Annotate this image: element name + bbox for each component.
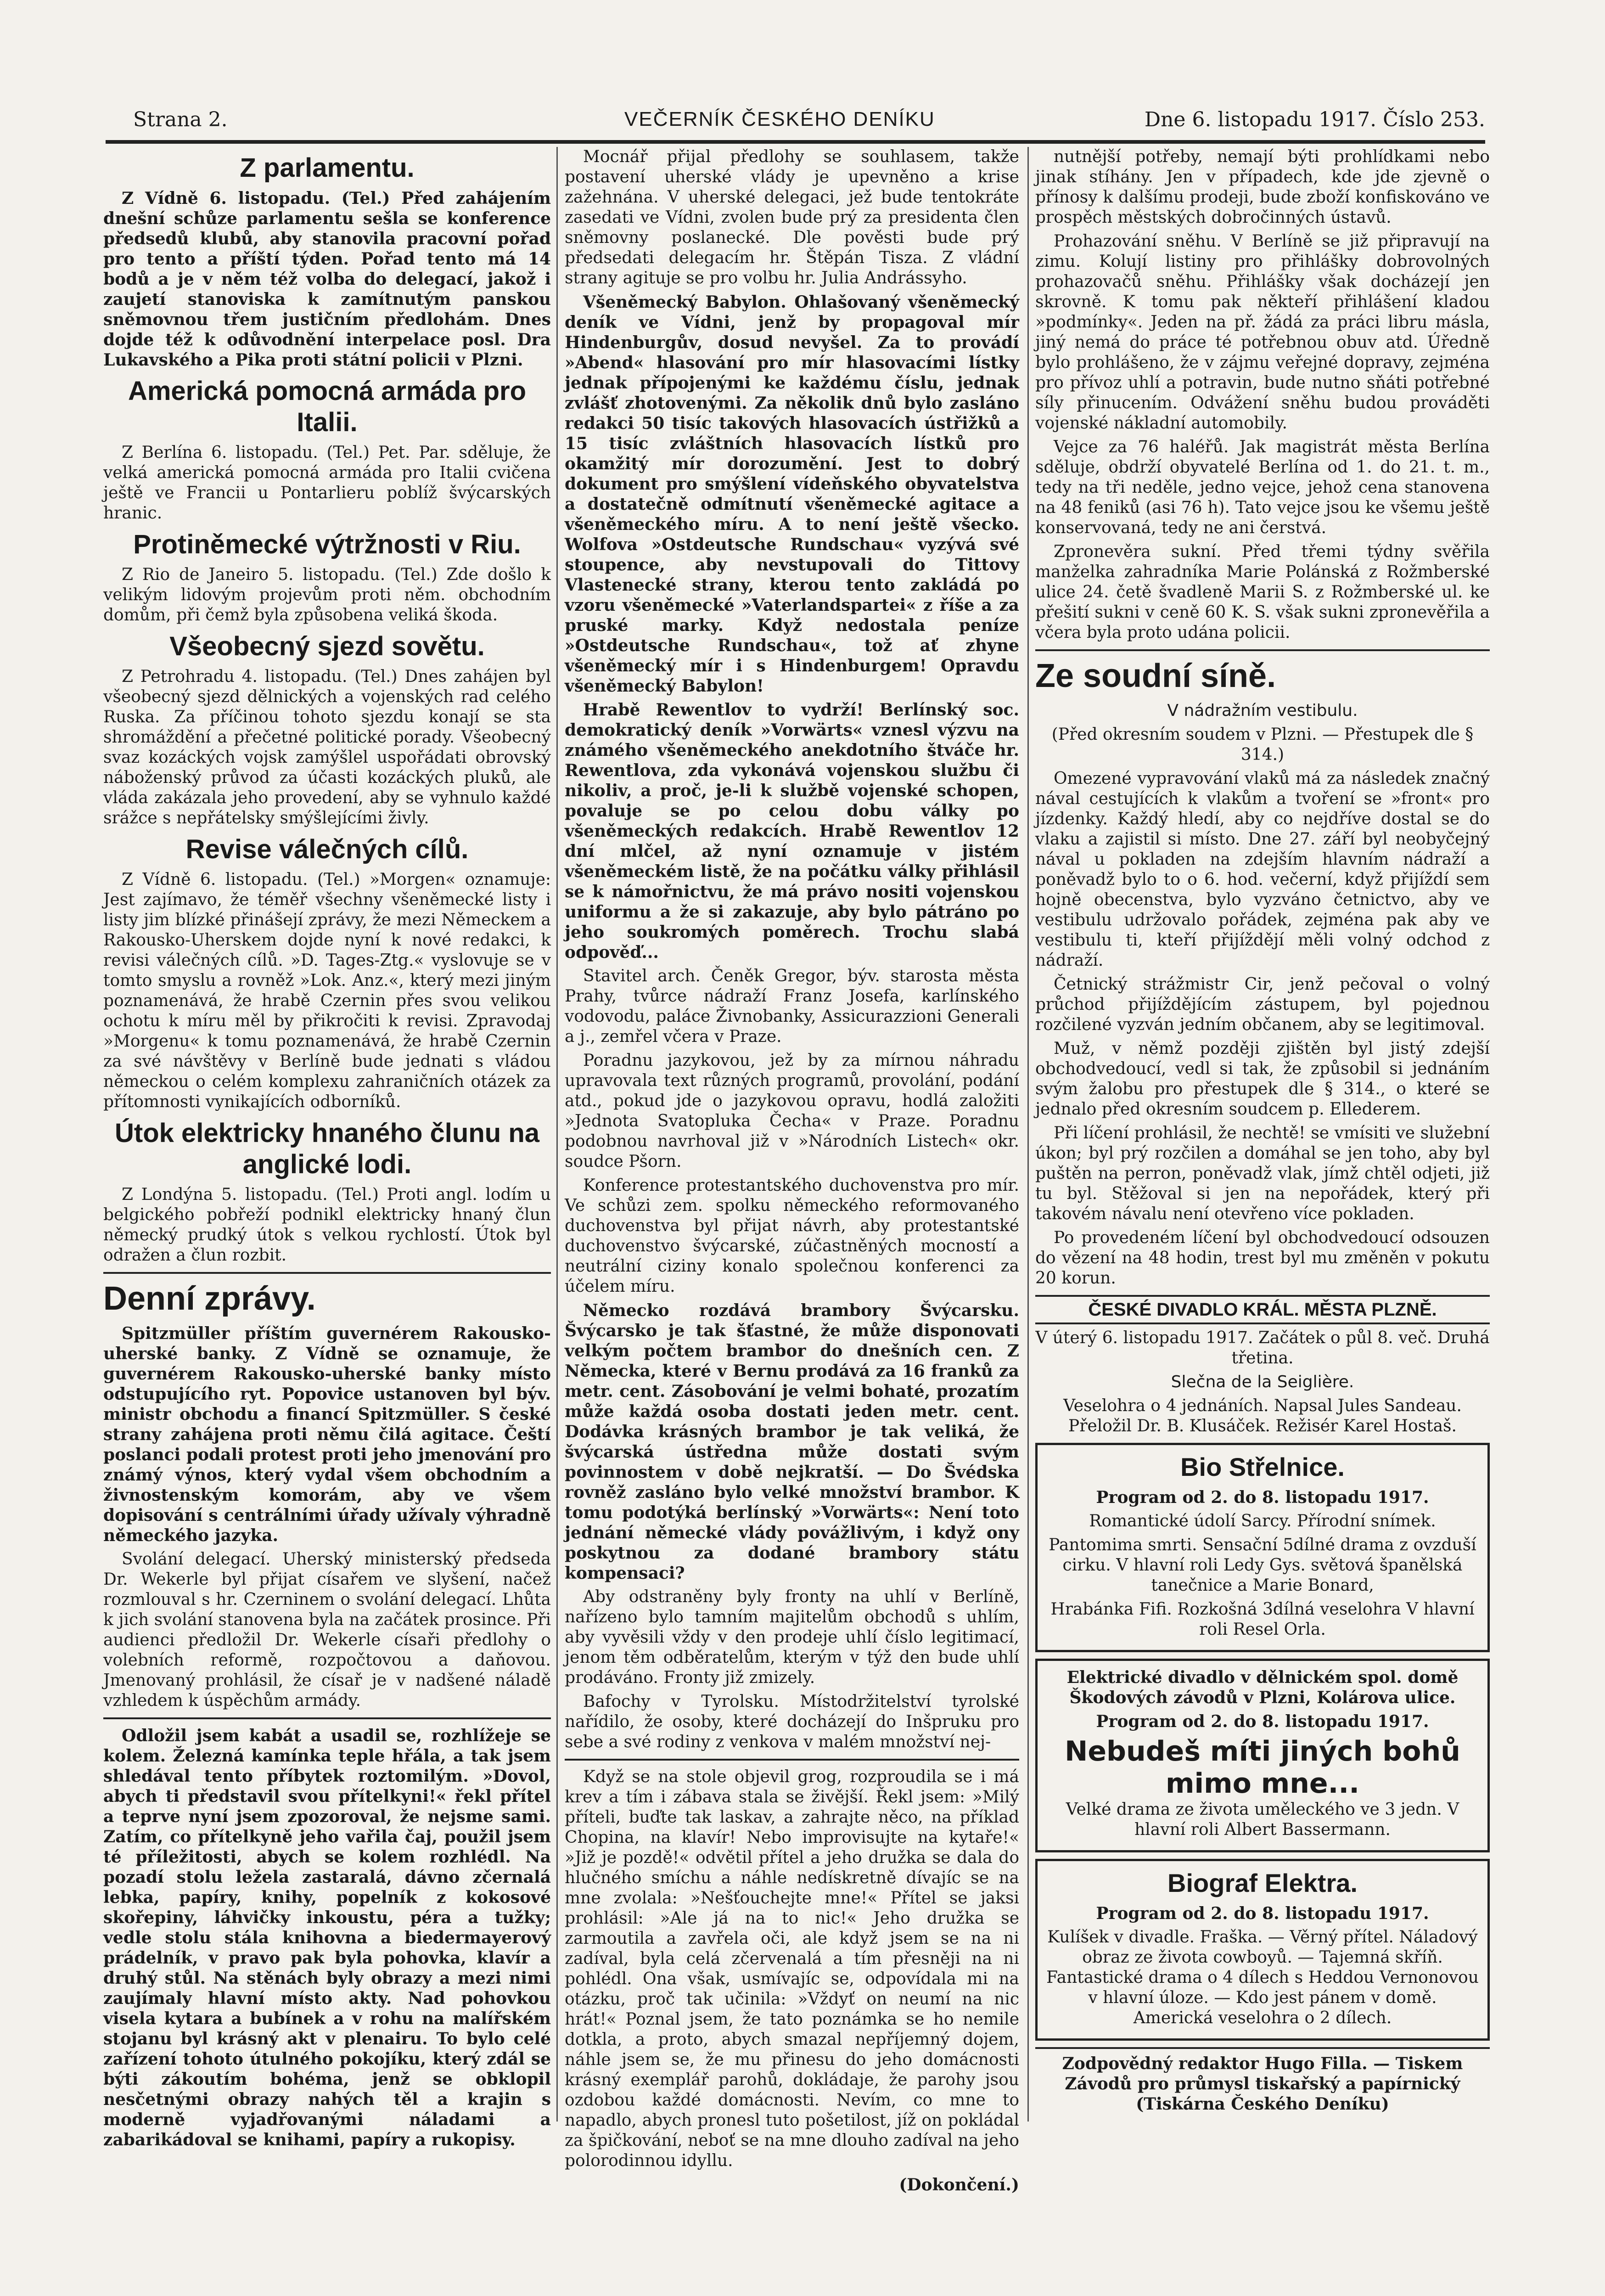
article: Aby odstraněny byly fronty na uhlí v Berlíně, nařízeno bylo tamním majitelům obchodů s uhlím, aby vyvěsili vždy v den prodeje uhlí číslo legitimací, jenom těm odběratelům, kterým v týž den bude uhlí prodáváno. Fronty již zmizely. — [565, 1587, 1019, 1687]
theatre-info: V úterý 6. listopadu 1917. Začátek o půl 8. več. Druhá třetina. — [1035, 1328, 1490, 1367]
article: Muž, v němž později zjištěn byl jistý zdejší obchodvedoucí, vedl si tak, že způsobil si jednáním svým žalobu pro přestupek dle § 314., o které se jednalo před okresním soudcem p. Ellederem. — [1035, 1039, 1490, 1119]
ad-line: Romantické údolí Sarcy. Přírodní snímek. — [1089, 1512, 1436, 1531]
section-title: Ze soudní síně. — [1035, 658, 1276, 694]
article: Vejce za 76 haléřů. Jak magistrát města Berlína sděluje, obdrží obyvatelé Berlína od 1. do 21. t. m., tedy na tři neděle, jedno vejce, jehož cena stanovena na 48 feniků (asi 76 h). Tato vejce jsou ke všemu ještě konservovaná, tedy ne ani čerstvá. — [1035, 438, 1490, 537]
header-rule — [106, 140, 1485, 144]
headline: Z parlamentu. — [240, 153, 415, 183]
headline: Protiněmecké výtržnosti v Riu. — [133, 529, 521, 559]
ad-feature: Nebudeš míti jiných bohů mimo mne... — [1065, 1735, 1460, 1800]
ad-line: Velké drama ze života uměleckého ve 3 jedn. V hlavní roli Albert Bassermann. — [1066, 1800, 1459, 1839]
page-header — [133, 108, 1485, 140]
article: Bafochy v Tyrolsku. Místodržitelství tyrolské nařídilo, že osoby, které docházejí do Inšpruku pro sebe a své rodiny z venkova v malém množství nej- — [565, 1692, 1019, 1751]
feuilleton: Odložil jsem kabát a usadil se, rozhlížeje se kolem. Železná kamínka teple hřála, a tak jsem shledával tento příbytek roztomilým. »Dovol, abych ti představil svou přítelkyni!« řekl přítel a teprve nyní jsem zpozoroval, že nejsme sami. Zatím, co přítelkyně jeho vařila čaj, použil jsem té příležitosti, abych se kolem rozhlédl. Na pozadí stolu ležela zastaralá, dávno zčernalá lebka, papíry, knihy, popelník z kokosové skořepiny, láhvičky inkoustu, péra a tužky; vedle stolu stála knihovna a biedermayerový prádelník, v pravo pak byla pohovka, klavír a druhý stůl. Na stěnách byly obrazy a mezi nimi zaujímaly hlavní místo akty. Nad pohovkou visela kytara a bubínek a v rohu na malířském stojanu byl krásný akt v plenairu. To bylo celé zařízení tohoto útulného pokojíku, který zdál se býti zákoutím bohéma, jenž se obklopil nesčetnými obrazy nahých těl a krajin s moderně vyjadřovanými náladami a zabarikádoval se knihami, papíry a rukopisy. — [103, 1726, 551, 2150]
subtitle: (Před okresním soudem v Plzni. — Přestupek dle § 314.) — [1051, 725, 1474, 764]
article: Z Rio de Janeiro 5. listopadu. (Tel.) Zde došlo k velikým lidovým projevům proti něm. obchodním domům, při čemž byla způsobena veliká škoda. — [103, 565, 551, 625]
article: Z Petrohradu 4. listopadu. (Tel.) Dnes zahájen byl všeobecný sjezd dělnických a vojenských rad celého Ruska. Za příčinou tohoto sjezdu konají se sta shromáždění a přečetné politické porady. Všeobecný svaz kozáckých vojsk zamýšlel uspořádati obrovský náboženský průvod za účasti kozáckých pluků, ale vláda zakázala jeho provedení, aby se vyhnulo každé srážce s nepřátelsky smýšlejícími živly. — [103, 667, 551, 827]
article: Poradnu jazykovou, jež by za mírnou náhradu upravovala text různých programů, provolání, podání atd., pokud jde o jazykovou opravu, hodlá založiti »Jednota Svatopluka Čecha« v Praze. Poradnu podobnou navrhoval již v »Národních Listech« okr. soudce Pšorn. — [565, 1051, 1019, 1171]
ad-title: Elektrické divadlo v dělnickém spol. domě Škodových závodů v Plzni, Kolárova ulice. — [1066, 1668, 1459, 1707]
ad-line: Pantomima smrti. Sensační 5dílné drama z ovzduší cirku. V hlavní roli Ledy Gys. světová španělská tanečnice a Marie Bonard, — [1049, 1536, 1476, 1595]
imprint: Zodpovědný redaktor Hugo Filla. — Tiskem Závodů pro průmysl tiskařský a papírnický (Tiskárna Českého Deníku) — [1035, 2047, 1490, 2114]
divider — [103, 1717, 551, 1719]
ad-program: Program od 2. do 8. listopadu 1917. — [1096, 1488, 1429, 1507]
article: Všeněmecký Babylon. Ohlašovaný všeněmecký deník ve Vídni, jenž by propagoval mír Hindenburgův, dosud nevyšel. Za to provádí »Abend« hlasování pro mír hlasovacími lístky jednak přípojenými ke každému číslu, jednak zvlášť zhotovenými. Za několik dnů bylo zasláno redakci 50 tisíc takových hlasovacích ústřižků a 15 tisíc zvláštních hlasovacích lístků pro okamžitý mír dorozumění. Jest to dobrý dokument pro smýšlení vídeňského obyvatelstva a dostatečně odmítnutí všeněmecké agitace a všeněmeckého míru. A to není ještě všecko. Wolfova »Ostdeutsche Rundschau« vyzývá své stoupence, aby nevstupovali do Tittovy Vlastenecké strany, kterou tento zakládá po vzoru všeněmecké »Vaterlandspartei« z říše a za pruské marky. Když nedostala peníze »Ostdeutsche Rundschau«, tož ať zhyne všeněmecký mír i s Hindenburgem! Opravdu všeněmecký Babylon! — [565, 293, 1019, 696]
article: Zpronevěra sukní. Před třemi týdny svěřila manželka zahradníka Marie Polánská z Rožmberské ulice 24. četě švadleně Marii S. z Rožmberské ul. ke přešití sukni v ceně 60 K. S. však sukni zpronevěřila a včera byla proto udána policii. — [1035, 542, 1490, 642]
article: Z Berlína 6. listopadu. (Tel.) Pet. Par. sděluje, že velká americká pomocná armáda pro Italii cvičena ještě ve Francii u Pontarlieru poblíž švýcarských hranic. — [103, 443, 551, 523]
column-1 — [103, 147, 551, 2154]
article: Při líčení prohlásil, že nechtě! se vmísiti ve služební úkon; byl prý rozčilen a domáhal se jen toho, aby byl puštěn na perron, poněvadž vlak, jímž chtěl odjeti, již tu byl. Stěžoval si jen na nepořádek, který při takovém návalu není otevřeno více pokladen. — [1035, 1124, 1490, 1223]
divider — [565, 1759, 1019, 1761]
subheadline: V nádražním vestibulu. — [1167, 701, 1358, 720]
article: Po provedeném líčení byl obchodvedoucí odsouzen do vězení na 48 hodin, trest byl mu změněn v pokutu 20 korun. — [1035, 1228, 1490, 1288]
article: Z Londýna 5. listopadu. (Tel.) Proti angl. lodím u belgického pobřeží podnikl elektricky hnaný člun německý prudký útok s velkou rychlostí. Útok byl odražen a člun rozbit. — [103, 1185, 551, 1265]
theatre-header: ČESKÉ DIVADLO KRÁL. MĚSTA PLZNĚ. — [1035, 1295, 1490, 1324]
theatre-info: Veselohra o 4 jednáních. Napsal Jules Sandeau. Přeložil Dr. B. Klusáček. Režisér Karel Hostaš. — [1063, 1396, 1462, 1435]
ad-biograf-elektra — [1035, 1859, 1490, 2041]
article: nutnější potřeby, nemají býti prohlídkami nebo jinak stíhány. Jen v případech, kde jde zjevně o přínosy k dalšímu prodeji, bude zboží konfiskováno ve prospěch městských dobročinných ústavů. — [1035, 147, 1490, 227]
divider — [103, 1272, 551, 1274]
column-divider — [556, 147, 558, 2122]
headline: Revise válečných cílů. — [185, 834, 469, 864]
column-divider — [1027, 147, 1029, 2122]
article: Z Vídně 6. listopadu. (Tel.) Před zahájením dnešní schůze parlamentu sešla se konference předsedů klubů, aby stanovila pracovní pořad pro tento a příští týden. Pořad tento má 14 bodů a je v něm též volba do delegací, jakož i zaujetí stanoviska k zamítnutým panskou sněmovnou třem justičním předlohám. Dnes dojde též k odůvodnění interpelace posl. Dra Lukavského a Pika proti státní policii v Plzni. — [103, 189, 551, 370]
section-title: Denní zprávy. — [103, 1280, 316, 1317]
ad-line: Kulíšek v divadle. Fraška. — Věrný přítel. Náladový obraz ze života cowboyů. — Tajemná skříň. Fantastické drama o 4 dílech s Heddou Vernonovou v hlavní úloze. — Kdo jest pánem v domě. Americká veselohra o 2 dílech. — [1046, 1928, 1479, 2027]
article: Omezené vypravování vlaků má za následek značný nával cestujících k vlakům a tvoření se »front« pro jízdenky. Každý hledí, aby co nejdříve dostal se do vlaku a zajistil si místo. Dne 27. září byl neobyčejný nával u pokladen na zdejším hlavním nádraží a poněvadž bylo to o 6. hod. večerní, když přijíždí sem hojně obecenstva, bylo vyzváno četnictvo, aby ve vestibulu udržovalo pořádek, zejména pak aby ve vestibulu ti, kteří přijíždějí měli volný odchod z nádraží. — [1035, 769, 1490, 970]
ad-elektricke-divadlo — [1035, 1659, 1490, 1852]
page-number: Strana 2. — [133, 108, 228, 131]
article: Konference protestantského duchovenstva pro mír. Ve schůzi zem. spolku německého reformovaného duchovenstva byl přijat návrh, aby protestantské duchovenstvo švýcarské, zúčastněných mocností a neutrální ciziny konalo společnou konferenci za účelem míru. — [565, 1176, 1019, 1296]
article: Prohazování sněhu. V Berlíně se již připravují na zimu. Kolují listiny pro přihlášky dobrovolných prohazovačů sněhu. Přihlášky však docházejí jen skrovně. K tomu pak někteří přihlášení kladou »podmínky«. Jeden na př. žádá za práci libru másla, jiný nemá do práce té potřebnou obuv atd. Úředně bylo prohlášeno, že v zájmu veřejné dopravy, zejména pro přívoz uhlí a potravin, bude nutno sňáti potřebné síly přinucením. Odvážení sněhu budou prováděti vojenské nákladní automobily. — [1035, 232, 1490, 433]
divider — [1035, 649, 1490, 651]
issue-date: Dne 6. listopadu 1917. Číslo 253. — [1144, 108, 1485, 131]
headline: Všeobecný sjezd sovětu. — [169, 631, 485, 661]
article: Mocnář přijal předlohy se souhlasem, takže postavení uherské vlády je upevněno a krise zažehnána. V uherské delegaci, jež bude tentokráte zasedati ve Vídni, zvolen bude prý za presidenta člen sněmovny poslanecké. Dle pověsti bude prý předsedati delegacím hr. Štěpán Tisza. Z vládní strany agituje se pro volbu hr. Julia Andrássyho. — [565, 147, 1019, 287]
ad-bio-strelnice — [1035, 1443, 1490, 1652]
article: Četnický strážmistr Cir, jenž pečoval o volný průchod přijíždějícím zástupem, byl pojednou rozčilené vyzván jedním občanem, aby se legitimoval. — [1035, 975, 1490, 1034]
ad-title: Biograf Elektra. — [1167, 1868, 1358, 1897]
headline: Útok elektricky hnaného člunu na anglické lodi. — [115, 1118, 539, 1179]
article: Svolání delegací. Uherský ministerský předseda Dr. Wekerle byl přijat císařem ve slyšení, načež rozmlouval s hr. Czerninem o svolání delegací. Lhůta k jich svolání stanovena byla na začátek prosince. Při audienci předložil Dr. Wekerle císaři předlohy o volebních reformě, rozpočtovou a daňovou. Jmenovaný prohlásil, že císař je v nadšené náladě vzhledem k úspěchům armády. — [103, 1550, 551, 1710]
ad-line: Hrabánka Fifi. Rozkošná 3dílná veselohra V hlavní roli Resel Orla. — [1050, 1600, 1475, 1639]
column-2 — [565, 147, 1019, 2195]
article: Hrabě Rewentlov to vydrží! Berlínský soc. demokratický deník »Vorwärts« vznesl výzvu na známého všeněmeckého anekdotního štváče hr. Rewentlova, zda vykonává vojenskou službu či nikoliv, a proč, je-li k službě vojenské schopen, povaluje se po celou dobu války po všeněmeckých redakcích. Hrabě Rewentlov 12 dní mlčel, až nyní oznamuje v jistém všeněmeckém listě, že na počátku války přihlásil se k námořnictvu, že má právo nositi vojenskou uniformu a že si zakazuje, aby bylo pátráno po jeho soukromých poměrech. Trochu slabá odpověď... — [565, 700, 1019, 962]
continuation-note: (Dokončení.) — [899, 2175, 1019, 2195]
theatre-play-title: Slečna de la Seiglière. — [1171, 1373, 1354, 1391]
ad-title: Bio Střelnice. — [1180, 1452, 1345, 1481]
column-3 — [1035, 147, 1490, 2114]
headline: Americká pomocná armáda pro Italii. — [128, 376, 527, 437]
feuilleton: Když se na stole objevil grog, rozproudila se i má krev a tím i zábava stala se živější. Řekl jsem: »Milý příteli, buďte tak laskav, a zahrajte něco, na příklad Chopina, na klavír! Nebo improvisujte na kytaře!« »Již je pozdě!« odvětil přítel a jeho družka se dala do hlučného smíchu a náhle nedískretně dívajíc se na mne zvolala: »Nešťouchejte mne!« Přítel se jaksi prohlásil: »Ale já na to nic!« Jeho družka se zarmoutila a zavřela oči, ale když jsem se na ni zadíval, byla celá zčervenalá a tím přesněji na ni pohlédl. Ona však, usmívajíc se, odpovídala mi na otázku, proč tak učinila: »Vždyť on neumí na nic hrát!« Poznal jsem, že tato poznámka se ho nemile dotkla, a proto, abych smazal nepříjemný dojem, náhle jsem se, že mu přinesu do jeho domácnosti krásný exemplář parohů, dokládaje, že parohy jsou ozdobou každé domácnosti. Nevím, co mne to napadlo, abych pronesl tuto pošetilost, jíž on pokládal za špičkování, neboť se na mne dlouho zadíval na jeho polorodinnou idyllu. — [565, 1767, 1019, 2170]
article: Stavitel arch. Čeněk Gregor, býv. starosta města Prahy, tvůrce nádraží Franz Josefa, karlínského vodovodu, paláce Živnobanky, Assicurazzioni Generali a j., zemřel včera v Praze. — [565, 967, 1019, 1046]
ad-program: Program od 2. do 8. listopadu 1917. — [1096, 1712, 1429, 1731]
ad-program: Program od 2. do 8. listopadu 1917. — [1096, 1904, 1429, 1923]
article: Z Vídně 6. listopadu. (Tel.) »Morgen« oznamuje: Jest zajímavo, že téměř všechny všeněmecké listy i listy jim blízké přinášejí zprávy, že mezi Německem a Rakousko-Uherskem dojde nyní k nové redakci, k revisi válečných cílů. »D. Tages-Ztg.« vyslovuje se v tomto smyslu a rovněž »Lok. Anz.«, který mezi jiným poznamenává, že hrabě Czernin přes svou velikou ochotu k míru měl by přikročiti k revisi. Zpravodaj »Morgenu« k tomu poznamenává, že hrabě Czernin za své návštěvy v Berlíně bude jednati s vládou německou o celém komplexu zahraničních otázek za přítomnosti vynikajících odborníků. — [103, 870, 551, 1111]
article: Spitzmüller příštím guvernérem Rakousko-uherské banky. Z Vídně se oznamuje, že guvernérem Rakousko-uherské banky místo odstupujícího ryt. Popovice ustanoven byl býv. ministr obchodu a financí Spitzmüller. S české strany zahájena proti němu čilá agitace. Čeští poslanci podali protest proti jeho jmenování pro známý výnos, který vydal všem obchodním a živnostenským komorám, aby ve všem dopisování s centrálními úřady užívaly výhradně německého jazyka. — [103, 1324, 551, 1545]
masthead: VEČERNÍK ČESKÉHO DENÍKU — [624, 108, 935, 130]
article: Německo rozdává brambory Švýcarsku. Švýcarsko je tak šťastné, že může disponovati velkým počtem brambor do dnešních cen. Z Německa, které v Bernu prodává za 16 franků za metr. cent. Zásobování je velmi bohaté, prozatím může každá osoba dostati jeden metr. cent. Dodávka krásných brambor je tak veliká, že švýcarská ústředna může dostati svým povinnostem v době nejkratší. — Do Švédska rovněž zasláno bylo velké množství brambor. K tomu podotýká berlínský »Vorwärts«: Není toto jednání německé vlády povážlivým, i když ony poskytnou za dodané brambory státu kompensaci? — [565, 1301, 1019, 1583]
